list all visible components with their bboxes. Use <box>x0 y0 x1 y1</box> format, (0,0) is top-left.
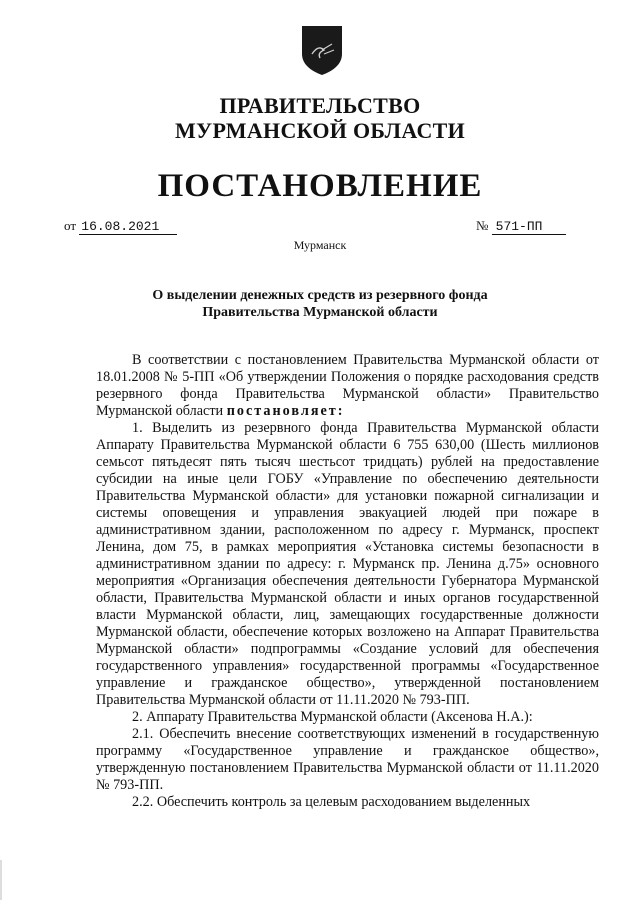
coat-of-arms-icon <box>300 24 344 76</box>
intro-paragraph <box>96 352 599 420</box>
document-body <box>96 352 599 811</box>
number-prefix: № <box>476 218 489 233</box>
government-title-line1: ПРАВИТЕЛЬСТВО <box>219 93 421 118</box>
subject-line1: О выделении денежных средств из резервного фонда <box>152 288 488 303</box>
item-2-2-paragraph: 2.2. Обеспечить контроль за целевым расходованием выделенных <box>132 794 531 810</box>
item-1-paragraph: 1. Выделить из резервного фонда Правительства Мурманской области Аппарату Правительства Мурманской области 6 755 630,00 (Шесть миллионов семьсот пятьдесят пять тысяч шестьсот тридцать) рублей на предоставление субсидии на иные цели ГОБУ «Управление по обеспечению деятельности Правительства Мурманской области» для установки пожарной сигнализации и системы оповещения и управления эвакуацией людей при пожаре в административном здании, расположенном по адресу г. Мурманск, проспект Ленина, дом 75, в рамках мероприятия «Установка системы безопасности в административном здании по адресу: г. Мурманск пр. Ленина д.75» основного мероприятия «Организация обеспечения деятельности Губернатора Мурманской области, Правительства Мурманской области и иных органов государственной власти Мурманской области, лиц, замещающих государственные должности Мурманской области, обеспечение которых возложено на Аппарат Правительства Мурманской области» подпрограммы «Создание условий для обеспечения государственного управления» государственной программы «Государственное управление и гражданское общество», утвержденной постановлением Правительства Мурманской области от 11.11.2020 № 793-ПП. <box>96 420 599 708</box>
date-prefix: от <box>64 218 77 233</box>
document-date <box>64 218 177 235</box>
subject-line2: Правительства Мурманской области <box>202 305 438 320</box>
city-name: Мурманск <box>293 238 347 252</box>
number-value: 571-ПП <box>492 219 566 235</box>
item-2-paragraph: 2. Аппарату Правительства Мурманской области (Аксенова Н.А.): <box>132 709 533 725</box>
date-value: 16.08.2021 <box>79 219 177 235</box>
intro-decree-word: постановляет: <box>226 403 345 419</box>
government-title-line2: МУРМАНСКОЙ ОБЛАСТИ <box>174 118 466 143</box>
document-number <box>476 218 566 235</box>
scan-edge-mark <box>0 860 10 900</box>
item-2-1-paragraph: 2.1. Обеспечить внесение соответствующих изменений в государственную программу «Государственное управление и гражданское общество», утвержденную постановлением Правительства Мурманской области от 11.11.2020 № 793-ПП. <box>96 726 599 793</box>
document-type-title: ПОСТАНОВЛЕНИЕ <box>157 168 483 204</box>
intro-text: В соответствии с постановлением Правительства Мурманской области от 18.01.2008 № 5-ПП «Об утверждении Положения о порядке расходования средств резервного фонда Правительства Мурманской области» Правительство Мурманской области <box>96 352 599 419</box>
